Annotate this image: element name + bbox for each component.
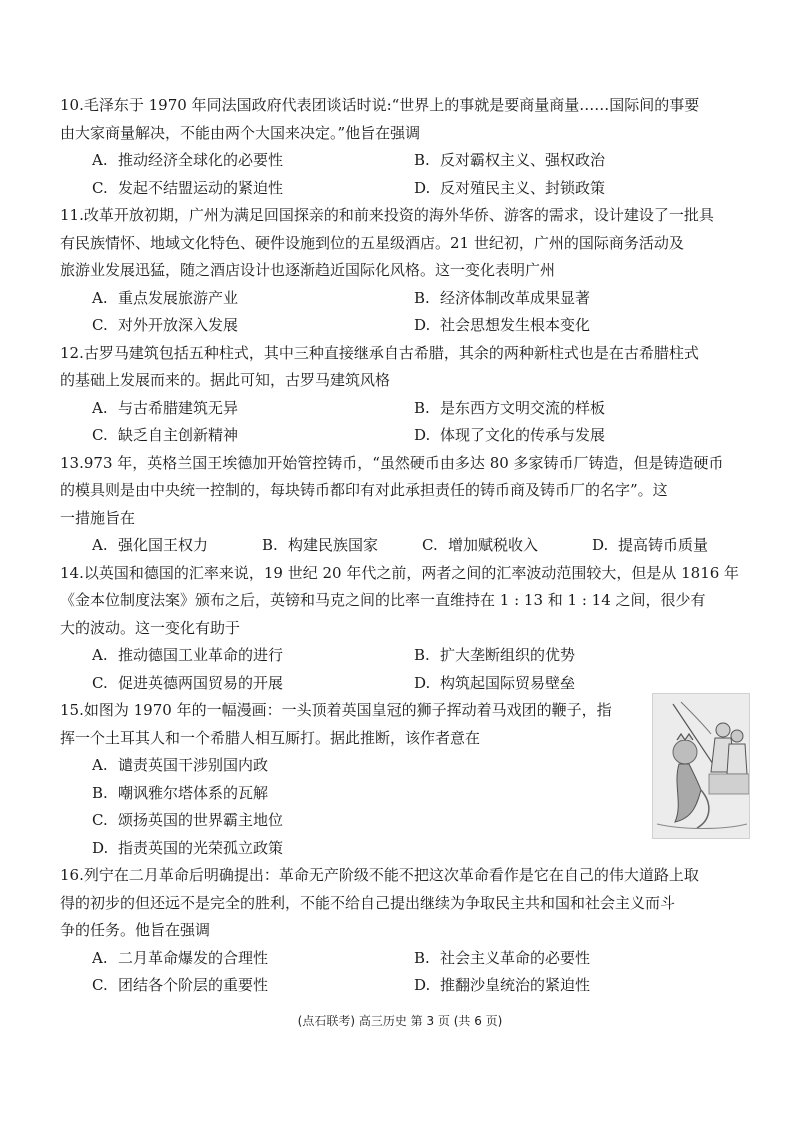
question-stem: 10.毛泽东于 1970 年同法国政府代表团谈话时说:“世界上的事就是要商量商量……国际间的事要 bbox=[60, 96, 700, 114]
option-b: B. 反对霸权主义、强权政治 bbox=[414, 151, 606, 169]
question-stem-line: 《金本位制度法案》颁布之后，英镑和马克之间的比率一直维持在 1 : 13 和 1 : 14 之间，很少有 bbox=[60, 591, 706, 609]
lion-circus-cartoon-icon bbox=[653, 694, 749, 838]
options bbox=[60, 945, 760, 1000]
question-number: 14. bbox=[60, 563, 84, 582]
options bbox=[60, 147, 760, 202]
question-number: 15. bbox=[60, 701, 84, 719]
question-number: 13. bbox=[60, 453, 84, 472]
question-stem-line: 由大家商量解决，不能由两个大国来决定。”他旨在强调 bbox=[60, 123, 421, 142]
question-number: 16. bbox=[60, 866, 84, 884]
question-stem-line: 的模具则是由中央统一控制的，每块铸币都印有对此承担责任的铸币商及铸币厂的名字”。这 bbox=[60, 481, 668, 499]
exam-page bbox=[60, 92, 760, 1000]
option-c: C. 对外开放深入发展 bbox=[92, 316, 239, 334]
option-d: D. 社会思想发生根本变化 bbox=[414, 316, 591, 334]
option-c: C. 颂扬英国的世界霸主地位 bbox=[92, 811, 284, 829]
option-a: A. 强化国王权力 bbox=[92, 536, 209, 554]
option-d: D. 构筑起国际贸易壁垒 bbox=[414, 673, 576, 692]
question-stem: 16.列宁在二月革命后明确提出：革命无产阶级不能不把这次革命看作是它在自己的伟大道路上取 bbox=[60, 866, 699, 884]
option-a: A. 推动德国工业革命的进行 bbox=[92, 646, 284, 664]
option-a: A. 推动经济全球化的必要性 bbox=[92, 151, 284, 169]
cartoon-image bbox=[652, 693, 750, 839]
question-13 bbox=[60, 450, 760, 560]
option-d: D. 指责英国的光荣孤立政策 bbox=[92, 838, 284, 857]
option-a: A. 重点发展旅游产业 bbox=[92, 288, 239, 307]
option-a: A. 与古希腊建筑无异 bbox=[92, 398, 239, 417]
question-16 bbox=[60, 862, 760, 1000]
options bbox=[60, 285, 760, 340]
question-11 bbox=[60, 202, 760, 340]
option-b: B. 社会主义革命的必要性 bbox=[414, 948, 591, 967]
page-footer: (点石联考) 高三历史 第 3 页 (共 6 页) bbox=[297, 1014, 503, 1028]
option-b: B. 经济体制改革成果显著 bbox=[414, 288, 591, 307]
options bbox=[60, 532, 760, 560]
question-stem: 13.973 年，英格兰国王埃德加开始管控铸币，“虽然硬币由多达 80 多家铸币厂铸造，但是铸造硬币 bbox=[60, 453, 724, 472]
option-c: C. 促进英德两国贸易的开展 bbox=[92, 673, 284, 692]
option-b: B. 扩大垄断组织的优势 bbox=[414, 646, 576, 664]
question-number: 12. bbox=[60, 343, 84, 362]
question-stem-line: 大的波动。这一变化有助于 bbox=[60, 618, 241, 637]
question-stem-line: 旅游业发展迅猛，随之酒店设计也逐渐趋近国际化风格。这一变化表明广州 bbox=[60, 261, 556, 279]
question-12 bbox=[60, 340, 760, 450]
question-stem: 15.如图为 1970 年的一幅漫画：一头顶着英国皇冠的狮子挥动着马戏团的鞭子，指 bbox=[60, 701, 612, 719]
question-stem-line: 有民族情怀、地域文化特色、硬件设施到位的五星级酒店。21 世纪初，广州的国际商务活动及 bbox=[60, 233, 684, 252]
option-b: B. 构建民族国家 bbox=[262, 536, 379, 554]
question-stem-line: 挥一个土耳其人和一个希腊人相互厮打。据此推断，该作者意在 bbox=[60, 728, 481, 747]
question-stem-line: 争的任务。他旨在强调 bbox=[60, 921, 211, 939]
question-stem: 12.古罗马建筑包括五种柱式，其中三种直接继承自古希腊，其余的两种新柱式也是在古希腊柱式 bbox=[60, 343, 699, 362]
question-stem-line: 一措施旨在 bbox=[60, 508, 136, 527]
question-10 bbox=[60, 92, 760, 202]
option-c: C. 发起不结盟运动的紧迫性 bbox=[92, 178, 284, 197]
option-c: C. 团结各个阶层的重要性 bbox=[92, 976, 269, 994]
question-stem-line: 得的初步的但还远不是完全的胜利，不能不给自己提出继续为争取民主共和国和社会主义而斗 bbox=[60, 893, 676, 912]
option-b: B. 是东西方文明交流的样板 bbox=[414, 398, 606, 417]
question-15 bbox=[60, 697, 760, 862]
option-c: C. 增加赋税收入 bbox=[422, 536, 539, 554]
option-a: A. 谴责英国干涉别国内政 bbox=[92, 756, 269, 774]
question-stem-line: 的基础上发展而来的。据此可知，古罗马建筑风格 bbox=[60, 371, 391, 389]
option-d: D. 推翻沙皇统治的紧迫性 bbox=[414, 976, 591, 994]
option-b: B. 嘲讽雅尔塔体系的瓦解 bbox=[92, 783, 269, 802]
question-number: 10. bbox=[60, 96, 84, 114]
question-stem: 14.以英国和德国的汇率来说，19 世纪 20 年代之前，两者之间的汇率波动范围较大，但是从 1816 年 bbox=[60, 563, 740, 582]
question-14 bbox=[60, 560, 760, 698]
options bbox=[60, 642, 760, 697]
options bbox=[60, 395, 760, 450]
question-number: 11. bbox=[60, 206, 84, 224]
option-d: D. 体现了文化的传承与发展 bbox=[414, 426, 606, 444]
question-stem: 11.改革开放初期，广州为满足回国探亲的和前来投资的海外华侨、游客的需求，设计建设了一批具 bbox=[60, 206, 714, 224]
option-d: D. 反对殖民主义、封锁政策 bbox=[414, 178, 606, 197]
option-a: A. 二月革命爆发的合理性 bbox=[92, 948, 269, 967]
option-d: D. 提高铸币质量 bbox=[592, 536, 709, 554]
option-c: C. 缺乏自主创新精神 bbox=[92, 426, 239, 444]
